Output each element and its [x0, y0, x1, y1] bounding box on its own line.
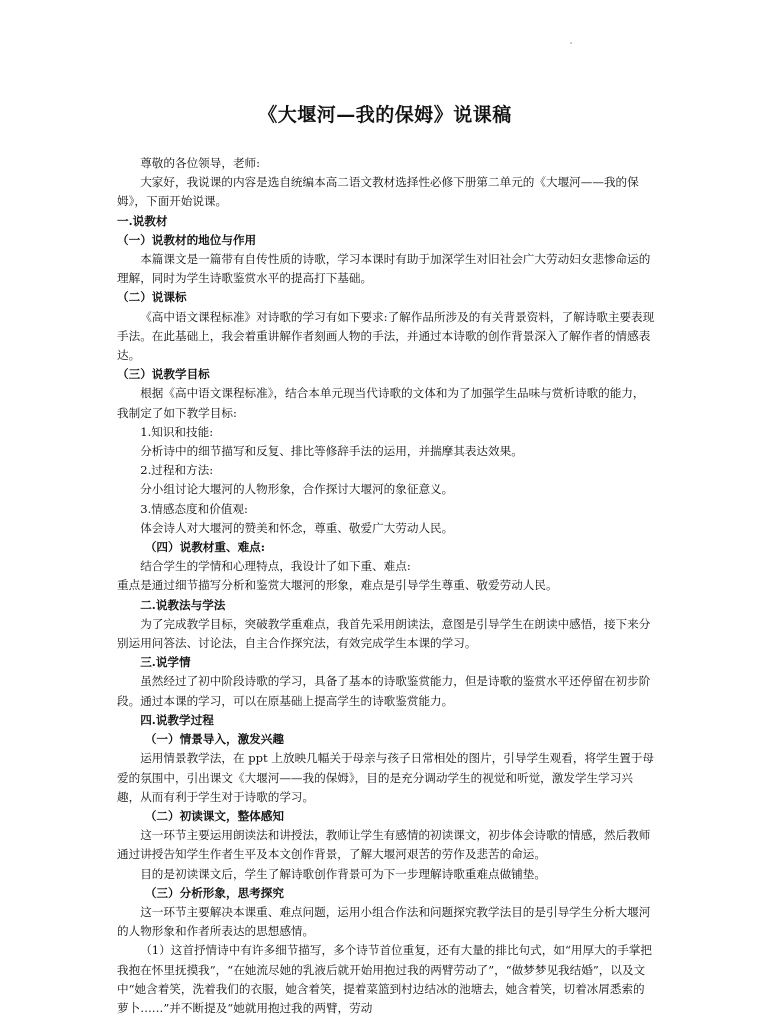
intro-paragraph: 大家好，我说课的内容是选自统编本高二语文教材选择性必修下册第二单元的《大堰河——我的保姆》，下面开始说课。: [117, 175, 639, 209]
subsection-heading-4-1: （一）情景导入，激发兴趣: [144, 732, 284, 747]
subsection-heading-1-1: （一）说教材的地位与作用: [117, 232, 257, 247]
goal-heading-2: 2.过程和方法:: [140, 463, 214, 478]
paragraph-4-3-b: （1）这首抒情诗中有许多细节描写，多个诗节首位重复，还有大量的排比句式，如“用厚大的手掌把我抱在怀里抚摸我”，“在她流尽她的乳液后就开始用抱过我的两臂劳动了”，“做梦梦见我结婚”，以及文中“她含着笑，洗着我们的衣服，她含着笑，提着菜篮到村边结冰的池塘去，她含着笑，切着冰屑悉索的萝卜……”并不断提及“她就用抱过我的两臂，劳动: [117, 943, 653, 1015]
paragraph-2: 为了完成教学目标，突破教学重难点，我首先采用朗读法，意图是引导学生在朗读中感悟，接下来分别运用问答法、讨论法，自主合作探究法，有效完成学生本课的学习。: [117, 616, 651, 651]
paragraph-4-3-a: 这一环节主要解决本课重、难点问题，运用小组合作法和问题探究教学法目的是引导学生分析大堰河的人物形象和作者所表达的思想感情。: [117, 904, 651, 939]
goal-heading-1: 1.知识和技能:: [140, 424, 214, 439]
paragraph-3: 虽然经过了初中阶段诗歌的学习，具备了基本的诗歌鉴赏能力，但是诗歌的鉴赏水平还停留在初步阶段。通过本课的学习，可以在原基础上提高学生的诗歌鉴赏能力。: [117, 674, 651, 708]
goal-text-1: 分析诗中的细节描写和反复、排比等修辞手法的运用，并揣摩其表达效果。: [140, 444, 523, 459]
paragraph-4-1: 运用情景教学法，在 ppt 上放映几幅关于母亲与孩子日常相处的图片，引导学生观看，将学生置于母爱的氛围中，引出课文《大堰河——我的保姆》，目的是充分调动学生的视觉和听觉，激发学生学习兴趣，从而有利于学生对于诗歌的学习。: [117, 751, 655, 804]
subsection-heading-1-2: （二）说课标: [117, 290, 187, 305]
document-title: 《大堰河—我的保姆》说课稿: [258, 104, 512, 126]
paragraph-1-2: 《高中语文课程标准》对诗歌的学习有如下要求:了解作品所涉及的有关背景资料，了解诗歌主要表现手法。在此基础上，我会着重讲解作者刻画人物的手法，并通过本诗歌的创作背景深入了解作者的情感表达。: [117, 309, 655, 363]
document-body: [117, 154, 655, 1018]
section-heading-3: 三.说学情: [140, 655, 191, 670]
subsection-heading-4-2: （二）初读课文，整体感知: [144, 808, 284, 823]
paragraph-1-1: 本篇课文是一篇带有自传性质的诗歌，学习本课时有助于加深学生对旧社会广大劳动妇女悲惨命运的理解，同时为学生诗歌鉴赏水平的提高打下基础。: [117, 252, 651, 286]
paragraph-1-3: 根据《高中语文课程标准》，结合本单元现当代诗歌的文体和为了加强学生品味与赏析诗歌的能力，我制定了如下教学目标:: [117, 386, 645, 420]
section-heading-1: 一.说教材: [117, 213, 168, 228]
subsection-heading-4-3: （三）分析形象，思考探究: [144, 885, 284, 900]
section-heading-2: 二.说教法与学法: [140, 597, 226, 612]
goal-text-2: 分小组讨论大堰河的人物形象，合作探讨大堰河的象征意义。: [140, 482, 454, 497]
subsection-heading-1-4: （四）说教材重、难点:: [144, 540, 266, 555]
paragraph-1-4-b: 重点是通过细节描写分析和鉴赏大堰河的形象，难点是引导学生尊重、敬爱劳动人民。: [117, 578, 558, 593]
paragraph-1-4-a: 结合学生的学情和心理特点，我设计了如下重、难点:: [140, 559, 411, 574]
greeting: 尊敬的各位领导，老师:: [140, 156, 261, 170]
goal-heading-3: 3.情感态度和价值观:: [140, 501, 248, 516]
goal-text-3: 体会诗人对大堰河的赞美和怀念，尊重、敬爱广大劳动人民。: [140, 520, 454, 535]
subsection-heading-1-3: （三）说教学目标: [117, 367, 210, 382]
section-heading-4: 四.说教学过程: [140, 712, 214, 727]
paragraph-4-2-b: 目的是初读课文后，学生了解诗歌创作背景可为下一步理解诗歌重难点做铺垫。: [140, 866, 546, 881]
paragraph-4-2-a: 这一环节主要运用朗读法和讲授法，教师让学生有感情的初读课文，初步体会诗歌的情感，然后教师通过讲授告知学生作者生平及本文创作背景，了解大堰河艰苦的劳作及悲苦的命运。: [117, 828, 651, 862]
page-mark: [570, 42, 572, 44]
